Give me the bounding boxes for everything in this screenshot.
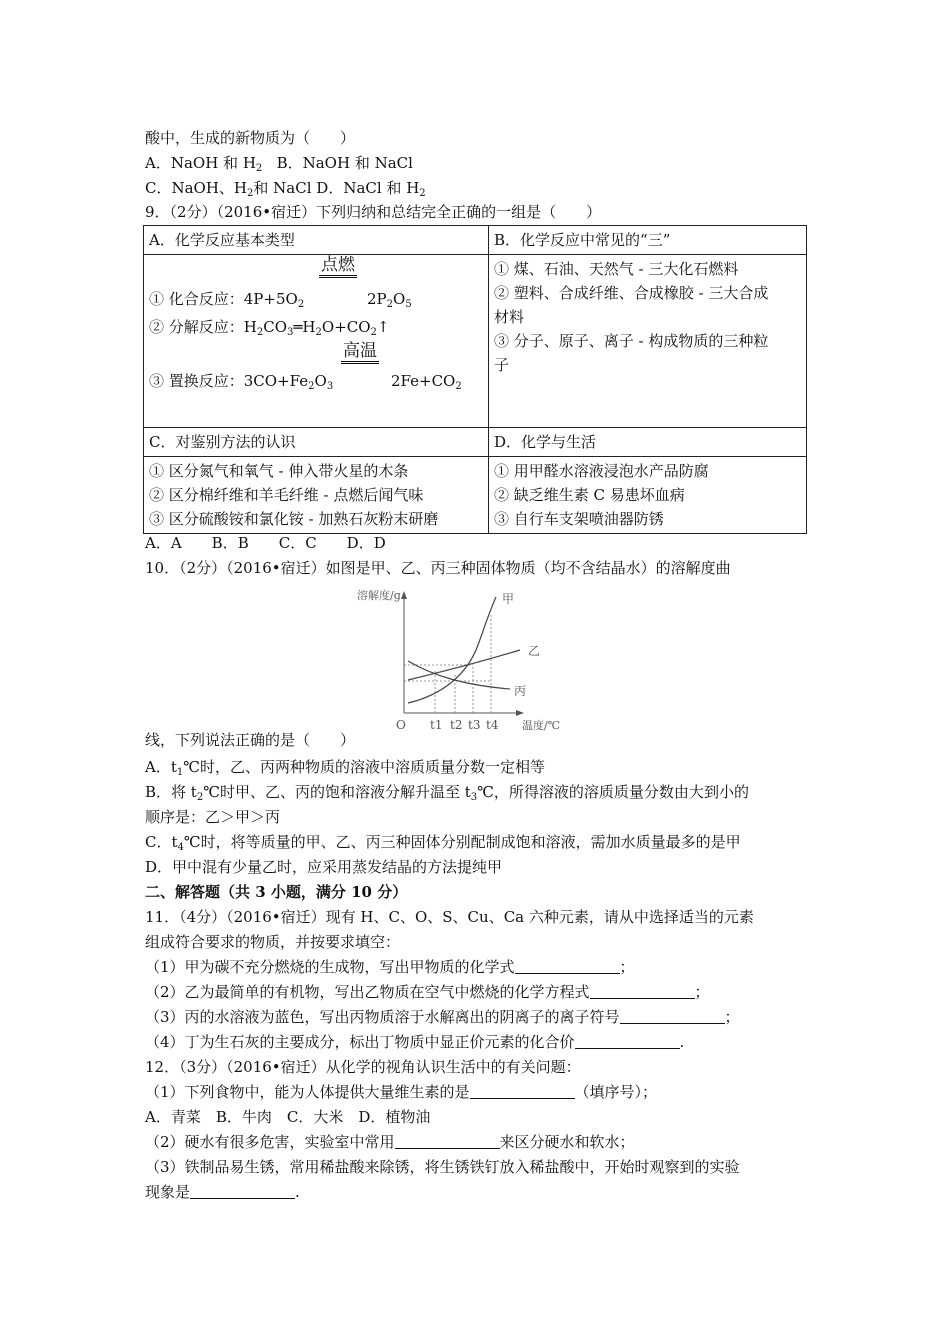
q11-part-3: （3）丙的水溶液为蓝色，写出丙物质溶于水解离出的阴离子的离子符号 ； [145, 1008, 740, 1026]
q9-options: A．A B．B C．C D．D [145, 534, 386, 552]
tick-t3: t3 [468, 718, 481, 732]
q12-part-3-2: 现象是 . [145, 1183, 300, 1201]
tick-t1: t1 [430, 718, 443, 732]
q8-stem: 酸中，生成的新物质为（ ） [145, 129, 356, 147]
high-temp-condition: 高温 [341, 341, 379, 364]
answer-blank[interactable] [395, 1134, 500, 1149]
q12-part-1: （1）下列食物中，能为人体提供大量维生素的是 （填序号）； [145, 1083, 658, 1101]
q9-cell-c-head: C．对鉴别方法的认识 [144, 428, 489, 457]
q10-option-a: A．$t_1℃$时，乙、丙两种物质的溶液中溶质质量分数一定相等 [145, 758, 546, 778]
q9-cell-b-head: B．化学反应中常见的“三” [489, 226, 807, 255]
q10-stem-2: 线，下列说法正确的是（ ） [145, 731, 356, 749]
tick-t2: t2 [450, 718, 463, 732]
y-axis-label: 溶解度/g [357, 589, 401, 602]
q9-cell-d-head: D．化学与生活 [489, 428, 807, 457]
q9-stem: 9．（2分）（2016•宿迁）下列归纳和总结完全正确的一组是（ ） [145, 203, 602, 221]
q10-option-b-2: 顺序是：乙＞甲＞丙 [145, 808, 281, 826]
ignite-condition: 点燃 [319, 255, 357, 278]
q9-cell-c-body: ① 区分氮气和氧气 - 伸入带火星的木条 ② 区分棉纤维和羊毛纤维 - 点燃后闻气味 ③ 区分硫酸铵和氯化铵 - 加熟石灰粉末研磨 [144, 457, 489, 534]
answer-blank[interactable] [620, 1009, 725, 1024]
q10-stem: 10．（2分）（2016•宿迁）如图是甲、乙、丙三种固体物质（均不含结晶水）的溶解度曲 [145, 559, 731, 577]
answer-blank[interactable] [575, 1034, 680, 1049]
q12-stem: 12．（3分）（2016•宿迁）从化学的视角认识生活中的有关问题： [145, 1058, 581, 1076]
q12-part-2: （2）硬水有很多危害，实验室中常用 来区分硬水和软水； [145, 1133, 635, 1151]
q10-option-b: B．将 $t_2℃$时甲、乙、丙的饱和溶液分解升温至 $t_3℃$，所得溶液的溶质质量分数由大到小的 [145, 783, 749, 803]
legend-yi: 乙 [528, 644, 541, 658]
legend-jia: 甲 [502, 592, 515, 606]
q12-part-3: （3）铁制品易生锈，常用稀盐酸来除锈，将生锈铁钉放入稀盐酸中，开始时观察到的实验 [145, 1158, 740, 1176]
q9-cell-a-body [144, 255, 489, 428]
q11-part-1: （1）甲为碳不充分燃烧的生成物，写出甲物质的化学式 ； [145, 958, 635, 976]
q11-part-2: （2）乙为最简单的有机物，写出乙物质在空气中燃烧的化学方程式 ； [145, 983, 710, 1001]
q10-option-c: C．$t_4℃$时，将等质量的甲、乙、丙三种固体分别配制成饱和溶液，需加水质量最多的是甲 [145, 833, 741, 853]
x-axis-label: 温度/℃ [522, 719, 561, 732]
q11-part-4: （4）丁为生石灰的主要成分，标出丁物质中显正价元素的化合价 . [145, 1033, 685, 1051]
q9-a-reaction-2: ② 分解反应：$H_2CO_3═H_2O+CO_2↑$ [149, 318, 390, 338]
q8-options-ab: A．NaOH 和 $H_2$ B．NaOH 和 NaCl [145, 154, 413, 174]
series-jia-line [408, 597, 496, 703]
q12-options: A．青菜 B．牛肉 C．大米 D．植物油 [145, 1108, 431, 1126]
q9-a-reaction-1: 点燃 ① 化合反应：$4P+5O_2$ $2P_2O_5$ [149, 255, 412, 310]
q9-cell-b-body: ① 煤、石油、天然气 - 三大化石燃料 ② 塑料、合成纤维、合成橡胶 - 三大合成 材料 ③ 分子、原子、离子 - 构成物质的三种粒 子 [489, 255, 807, 428]
tick-t4: t4 [486, 718, 499, 732]
q11-stem: 11．（4分）（2016•宿迁）现有 H、C、O、S、Cu、Ca 六种元素，请从中选择适当的元素 [145, 908, 754, 926]
q11-stem-2: 组成符合要求的物质，并按要求填空： [145, 933, 401, 951]
answer-blank[interactable] [590, 984, 695, 999]
legend-bing: 丙 [514, 684, 527, 698]
answer-blank[interactable] [470, 1084, 575, 1099]
solubility-chart [352, 585, 582, 735]
q10-option-d: D．甲中混有少量乙时，应采用蒸发结晶的方法提纯甲 [145, 858, 503, 876]
section-2-heading: 二、解答题（共 3 小题，满分 10 分） [145, 883, 408, 901]
q9-table [143, 225, 807, 534]
q9-cell-d-body: ① 用甲醛水溶液浸泡水产品防腐 ② 缺乏维生素 C 易患坏血病 ③ 自行车支架喷油器防锈 [489, 457, 807, 534]
origin-label: O [396, 718, 406, 732]
answer-blank[interactable] [515, 959, 620, 974]
q9-a-reaction-3: 高温 ③ 置换反应：$3CO+Fe_2O_3$ $2Fe+CO_2$ [149, 341, 462, 392]
q9-cell-a-head: A．化学反应基本类型 [144, 226, 489, 255]
q8-options-cd: C．NaOH、$H_2$和 NaCl D．NaCl 和 $H_2$ [145, 179, 426, 199]
answer-blank[interactable] [190, 1184, 295, 1199]
